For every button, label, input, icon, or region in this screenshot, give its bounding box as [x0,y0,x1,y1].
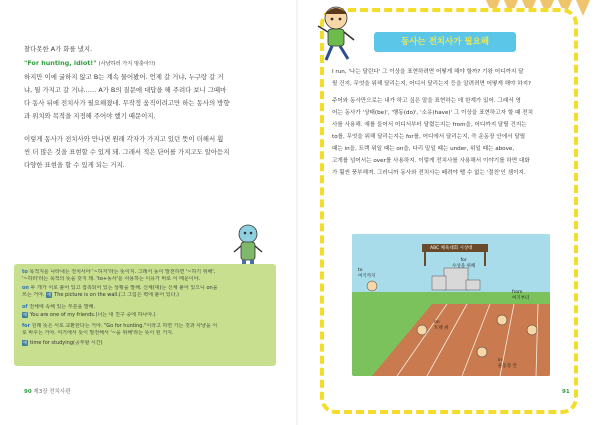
note-text-1: 목적지를 나타내는 전치사야 '~하지'라는 뜻이지. 그래서 동이 발전하면 '~하기 위해', [29,269,216,275]
sports-field-illustration [352,234,550,376]
chapter-title: 제3장 전치사편 [33,389,71,395]
paragraph1-line3: 다 동사 뒤에 전치사가 필요해졌네. 무작정 움직이려고만 하는 동사의 방향 [24,99,230,107]
quote-english: "For hunting, idiot!" [24,59,97,67]
note-text-7: 원래 뜻은 서로 교환한다는 거야. "Go for hunting."이라고 하면 가는 것과 사냥을 서 [31,323,218,329]
note-text-8: 로 바꾸는 거야. 여기에서 뜻이 발전해서 '~을 위해'라는 뜻이 된 거지. [22,330,174,336]
note-line-of [22,304,272,310]
paragraph2-line3: 다양한 표현을 할 수 있게 되는 거지. [24,161,125,169]
rparagraph2-line7: 가 훨씬 풍부해져. 그러니까 동사와 전치사는 떼려야 뗄 수 없는 '절친'인 셈이지. [332,170,526,176]
keyword-to: to [22,269,28,275]
note-text-2: '~하러'라는 목적의 뜻을 갖지 돼. 'to+동사'를 사용하는 이유가 바로 이 때문이야. [22,276,201,282]
note-text-3: 두 개가 서로 붙어 있고 접촉되어 있는 상황을 말해. 신체(대)는 신체 붙어 있으니 on을 [30,285,218,291]
paragraph1-line1: 하지만 이에 굴하지 않고 B는 계속 물어봤어. 언제 갈 거냐, 누구랑 갈 거 [24,73,224,81]
note-line-to [22,269,272,275]
label-for: for 수상을 위해 [452,258,476,269]
rparagraph1-line1: I run, '나는 달린다' 그 이상을 표현하려면 어떻게 해야 할까? 기왕 어디까지 달 [332,69,524,75]
note-example-for: time for studying(공부할 시간) [30,340,103,346]
rparagraph2-line4: to를, 무엇을 위해 달리는지는 for를, 어디에서 달리는지, 즉 운동장 안에서 달릴 [332,134,526,140]
keyword-for: for [22,323,31,329]
note-text-5: 전체에 속해 있는 부분을 말해. [29,304,96,310]
keyword-on: on [22,285,29,291]
paragraph1-line2: 냐, 뭘 가지고 갈 거냐…… A가 B의 질문에 대답을 해 주려다 보니 그때마 [24,86,227,94]
rparagraph2-line3: 사를 사용해. 예를 들어서 어디서부터 달렸는지는 from을, 어디까지 달릴 건지는 [332,122,527,128]
example-tag: 예 [47,292,52,297]
note-example-of: You are one of my friends.(너는 내 친구 중에 하나야.) [30,312,156,318]
running-boy-icon [314,4,360,66]
note-line-for [22,323,272,329]
note-example-on: The picture is on the wall.(그 그림은 벽에 붙어 있다.) [54,292,179,298]
section-title-box [374,32,516,52]
note-line-4 [22,292,272,298]
rparagraph2-line6: 고개를 넘어서는 over를 사용하지. 이렇게 전치사를 사용해서 이야기를 하면 대화 [332,158,530,164]
label-in: in 운동장 안 [498,358,517,369]
podium-banner: ABC 체육대회 시상대 [430,246,473,251]
section-title: 동사는 전치사가 필요해 [400,37,490,47]
label-on: on 트랙 위 [434,320,449,331]
paragraph1-line4: 과 위치와 목적을 지정해 주어야 했기 때문이지. [24,112,156,120]
page-number-left: 90 [24,389,32,395]
rparagraph1-line2: 릴 건지, 무엇을 위해 달리는지, 어디서 달리는지 등을 알려려면 어떻게 해야 하지? [332,81,531,87]
grammar-note-box [14,264,276,366]
paragraph2-line2: 씬 더 많은 것을 표현할 수 있게 돼. 그래서 적은 단어를 가지고도 알아듣지 [24,148,230,156]
left-footer [24,387,71,395]
page-number-right: 91 [562,389,570,395]
keyword-of: of [22,304,28,310]
rparagraph2-line1: 주어와 동사만으로는 내가 하고 싶은 말을 표현하는 데 한계가 있어. 그래서 영 [332,98,521,104]
note-line-on [22,285,272,291]
heading-line: 찰다못한 A가 화를 냈지. [24,45,93,53]
right-page [300,0,600,425]
note-text-4: 쓰는 거야. [22,292,45,298]
note-line-9 [22,340,272,346]
field-drawing [352,234,550,376]
quote-korean: (사냥하러 가지 멍충아!!) [98,61,156,67]
example-tag: 예 [23,312,28,317]
label-to: to 여기까지 [358,268,376,279]
note-line-6 [22,312,272,318]
paragraph2-line1: 이렇게 동사가 전치사와 만나면 원래 각자가 가지고 있던 뜻이 더해서 훨 [24,135,224,143]
label-from: from 여기부터 [512,290,530,301]
quote-line [24,59,286,68]
example-tag: 예 [23,340,28,345]
rparagraph2-line5: 때는 in을, 트랙 위일 때는 on을, 다리 밑일 때는 under, 위일 때는 above, [332,146,515,152]
rparagraph2-line2: 어는 동사가 '상태(be)', '행동(do)', '소유(have)' 그 이상을 표현하고자 할 때 전치 [332,110,534,116]
